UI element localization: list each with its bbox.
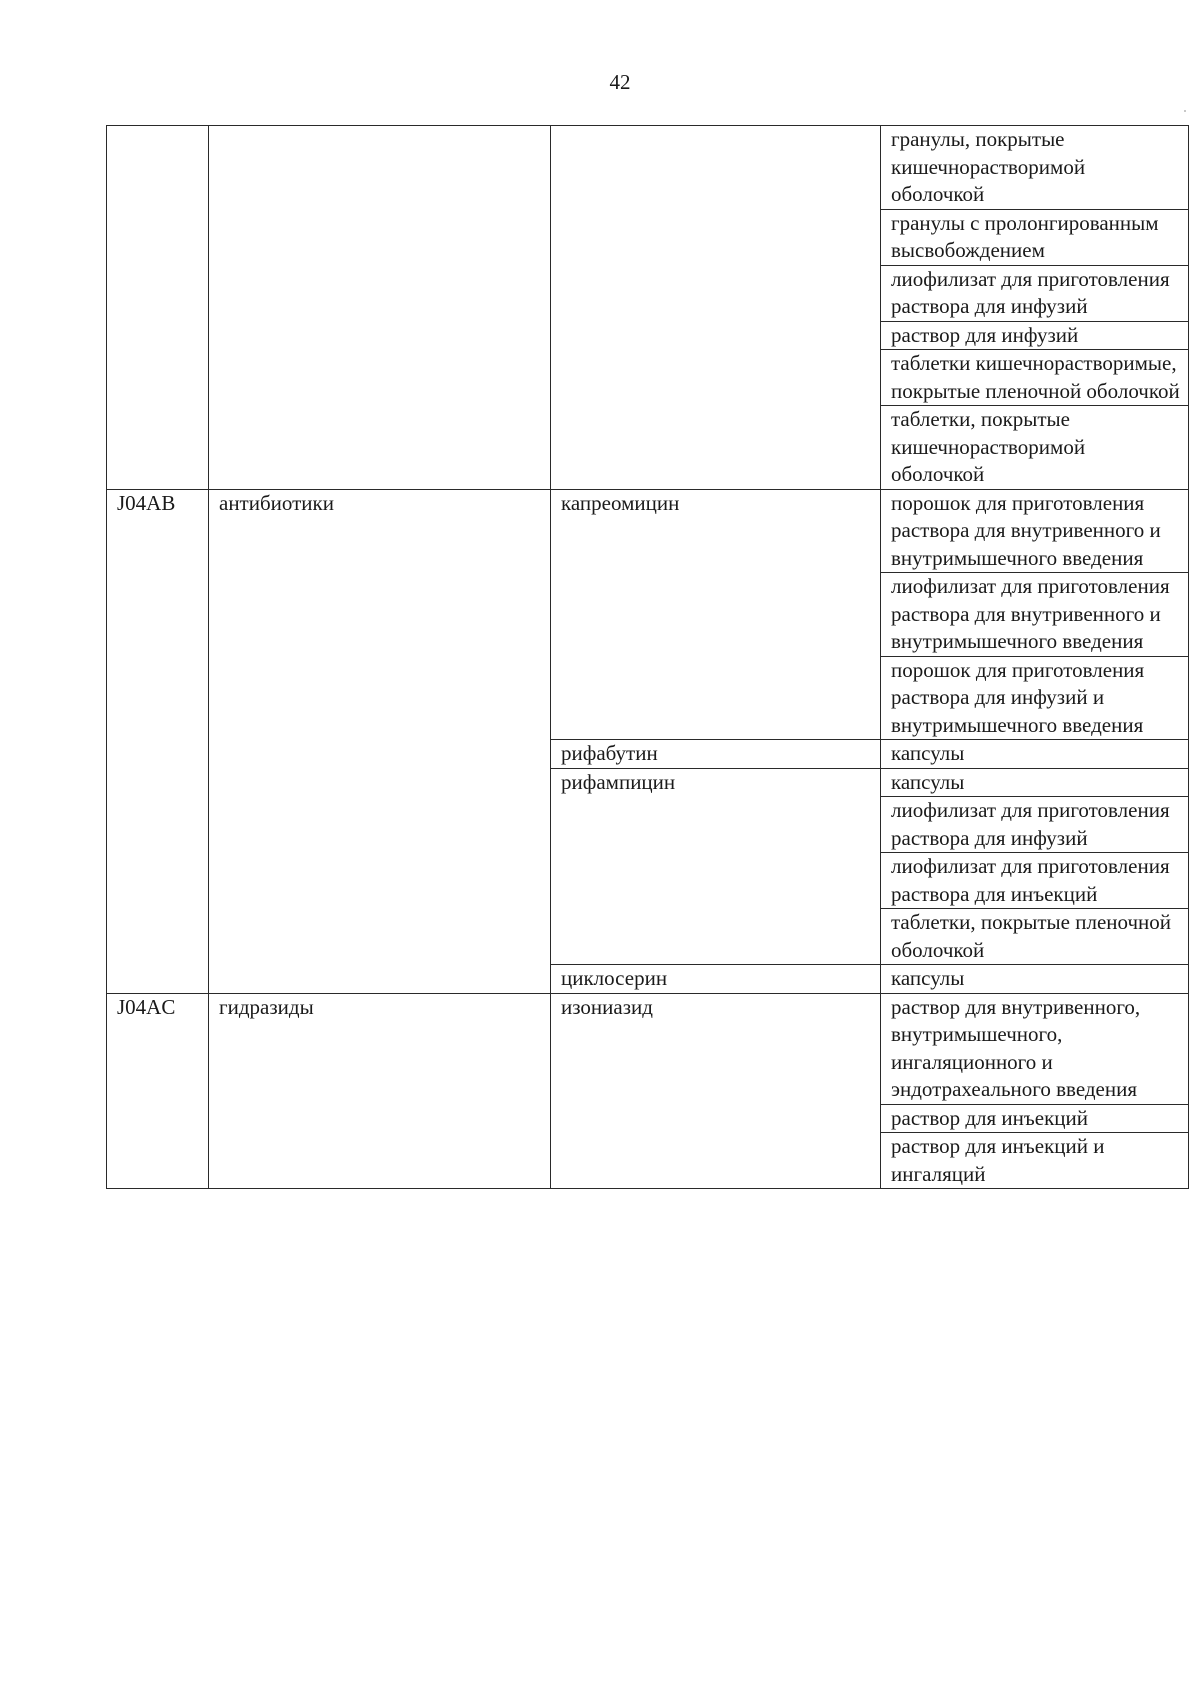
dosage-form-cell: лиофилизат для приготовления раствора для внутривенного и внутримышечного введения (881, 573, 1189, 657)
drug-name-cell: рифабутин (551, 740, 881, 769)
table-row (107, 126, 1189, 210)
atc-code-cell: J04AB (107, 489, 209, 993)
dosage-form-cell: раствор для внутривенного, внутримышечного, ингаляционного и эндотрахеального введения (881, 993, 1189, 1104)
table-row (107, 993, 1189, 1104)
group-name-cell: антибиотики (209, 489, 551, 993)
dosage-form-cell: гранулы с пролонгированным высвобождением (881, 209, 1189, 265)
dosage-form-cell: капсулы (881, 768, 1189, 797)
dosage-form-cell: лиофилизат для приготовления раствора для инфузий (881, 265, 1189, 321)
group-name-cell: гидразиды (209, 993, 551, 1189)
drug-name-cell: циклосерин (551, 965, 881, 994)
dosage-form-cell: капсулы (881, 965, 1189, 994)
dosage-form-cell: раствор для инфузий (881, 321, 1189, 350)
dosage-form-cell: порошок для приготовления раствора для внутривенного и внутримышечного введения (881, 489, 1189, 573)
dosage-form-cell: таблетки, покрытые кишечнорастворимой оболочкой (881, 406, 1189, 490)
dosage-form-cell: раствор для инъекций и ингаляций (881, 1133, 1189, 1189)
atc-code-cell (107, 126, 209, 490)
dosage-form-cell: гранулы, покрытые кишечнорастворимой оболочкой (881, 126, 1189, 210)
drug-name-cell: изониазид (551, 993, 881, 1189)
dosage-form-cell: таблетки, покрытые пленочной оболочкой (881, 909, 1189, 965)
atc-code-cell: J04AC (107, 993, 209, 1189)
dosage-form-cell: раствор для инъекций (881, 1104, 1189, 1133)
dosage-form-cell: порошок для приготовления раствора для инфузий и внутримышечного введения (881, 656, 1189, 740)
dosage-form-cell: таблетки кишечнорастворимые, покрытые пленочной оболочкой (881, 350, 1189, 406)
group-name-cell (209, 126, 551, 490)
drug-name-cell (551, 126, 881, 490)
scan-artifact-dot (1184, 110, 1186, 112)
dosage-form-cell: лиофилизат для приготовления раствора для инфузий (881, 797, 1189, 853)
drug-name-cell: капреомицин (551, 489, 881, 740)
drug-table (106, 125, 1189, 1189)
dosage-form-cell: лиофилизат для приготовления раствора для инъекций (881, 853, 1189, 909)
dosage-form-cell: капсулы (881, 740, 1189, 769)
drug-name-cell: рифампицин (551, 768, 881, 965)
page-number: 42 (609, 70, 631, 94)
table-row (107, 489, 1189, 573)
